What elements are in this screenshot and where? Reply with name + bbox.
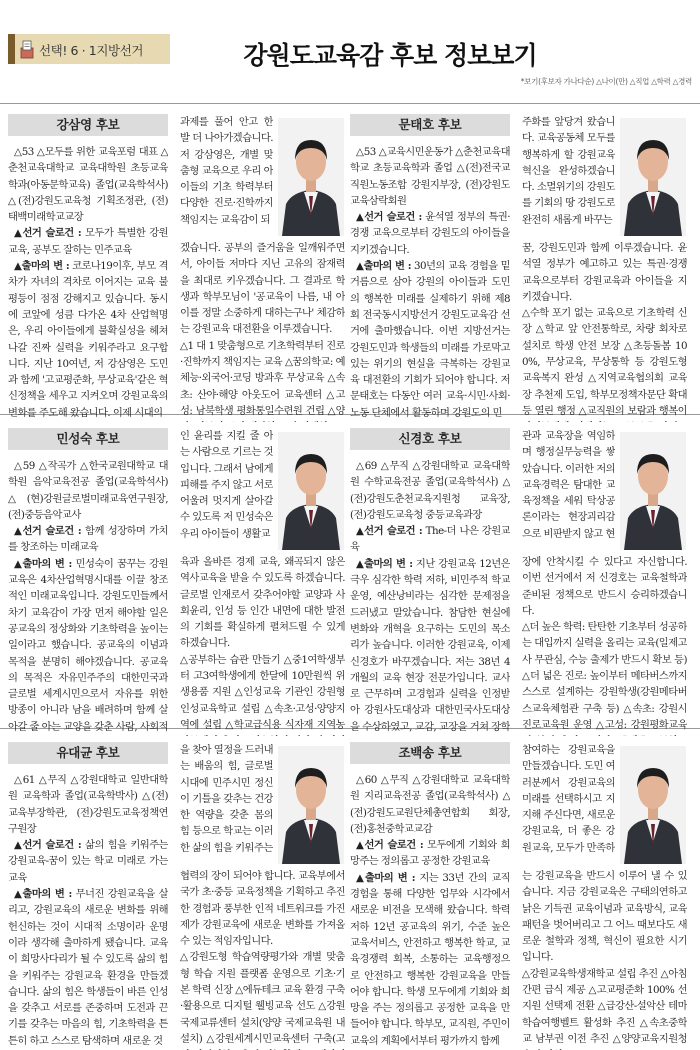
article-column-1 xyxy=(350,772,510,1050)
candidate-profile: △60 △무직 △강원대학교 교육대학원 지리교육전공 졸업(교육학석사) △(전)강원도교원단체총연합회 회장, (전)홍천중학교교감 xyxy=(350,774,510,835)
candidate-photo xyxy=(278,118,344,236)
article-column-2-bottom xyxy=(180,554,345,736)
article-column-2-bottom xyxy=(522,554,687,736)
continued-text: 겠습니다. 공부의 즐거움을 일깨워주면서, 아이들 저마다 지닌 고유의 잠재력을 최대로 키우겠습니다. 그 결과로 학생과 학부모님이 '공교육이 나름, 내 아이를 정말 소중하게 대하는구나' 체감하는 강원교육 대전환을 이루겠습니다. xyxy=(180,242,345,336)
candidate-article xyxy=(350,114,690,422)
continued-text: △공부하는 습관 만들기 △중1여학생부터 고3여학생에게 한달에 10만원씩 위생용품 지원 △인성교육 기관인 강원형인성교육학교 설립 △속초·고성·양양지역에 설립 △학교급식용 식자재 지역농 xyxy=(180,653,345,731)
continued-text: 는 강원교육을 반드시 이루어 낼 수 있습니다. 지금 강원교육은 구태의연하고 낡은 기득권 교육이념과 교육방식, 교육패턴을 벗어버리고 그 어느 때보다도 새로운 철학과 정책, 혁신이 필요한 시기입니다. xyxy=(522,870,687,964)
candidate-name-bar: 강삼영 후보 xyxy=(8,114,168,136)
continued-text: 주화를 앞당겨 왔습니다. 교육공동체 모두를 행복하게 할 강원교육 혁신을 완성하겠습니다. 소멸위기의 강원도를 기회의 땅 강원도로 완전히 새롭게 바꾸는 xyxy=(522,116,615,226)
candidate-profile: △59 △작곡가 △한국교원대학교 대학원 음악교육전공 졸업(교육학석사) △(현)강원글로벌미래교육연구원장, (전)중등음악교사 xyxy=(8,460,168,521)
candidate-motive: 코로나19이후, 부모 격차가 자녀의 격차로 이어지는 교육 불평등이 점점 강해지고 있습니다. 동시에 코앞에 성큼 다가온 4차 산업혁명은, 우리 아이들에게 불확실성을 헤쳐나갈 진짜 실력을 키워주라고 요구합니다. 지난 10여년, 저 강삼영은 도민과 함께 '고교평준화, 무상교육'같은 혁신정책을 세우고 지켜오며 강원교육의 변화를 주도해 왔습니다. 이제 시대의 xyxy=(8,260,168,419)
article-column-2-bottom xyxy=(180,868,345,1050)
candidate-article xyxy=(8,428,348,736)
continued-text: 협력의 장이 되어야 합니다. 교육부에서 국가 초·중등 교육정책을 기획하고 추진한 경험과 풍부한 인적 네트워크를 가진 제가 강원교육에 새로운 변화를 가져올 수 있는 적임자입니다. xyxy=(180,870,345,948)
candidate-photo xyxy=(278,746,344,864)
article-column-1 xyxy=(350,458,510,736)
continued-text: △강원교육학생재학교 설립 추진 △아침 간편 급식 제공 △고교평준화 100% 선지원 선택제 전환 △급강산-설악산 테마학습여행벨트 활성화 추진 △속초중학교 남부권 이전 추진 △양양교육지원청 xyxy=(522,967,687,1045)
candidate-photo xyxy=(620,746,686,864)
header-rule xyxy=(0,103,700,104)
continued-text: 육과 올바른 경제 교육, 왜곡되지 않은 역사교육을 받을 수 있도록 하겠습니다. 글로벌 인재로서 갖추어야할 교양과 사회윤리, 인성 등 인간 내면에 대한 발전의 기회를 확실하게 펼쳐드릴 수 있게 하겠습니다. xyxy=(180,556,345,650)
candidate-article xyxy=(8,114,348,422)
candidate-profile: △69 △무직 △강원대학교 교육대학원 수학교육전공 졸업(교육학석사) △(전)강원도춘천교육지원청 교육장, (전)강원도교육청 중등교육과장 xyxy=(350,460,510,521)
continued-text: 관과 교육장을 역임하며 행정실무능력을 쌓았습니다. 이러한 저의 교육경력은 탐대한 교육정책을 세워 탁상공론이라는 현장괴리감으로 비판받지 않고 현 xyxy=(522,430,615,540)
article-column-2-bottom xyxy=(180,240,345,422)
candidate-article xyxy=(350,742,690,1050)
continued-text: △1 대 1 맞춤형으로 기초학력부터 진로·진학까지 책임지는 교육 △꿈의학교: 예체능·외국어·코딩 방과후 무상교육 △속초: 산야·해양 아웃도어 교육센터 △고성: 남북학생 평화통일수련원 건립 △양 xyxy=(180,339,345,417)
candidate-motive: 30년의 교육 경험을 밑거름으로 삼아 강원의 아이들과 도민의 행복한 미래를 실제하기 위해 제8회 전국동시지방선거 강원도교육감 선거에 출마했습니다. 이번 지방선거는 강원도민과 학생들의 미래를 가로막고 있는 위기의 현실을 극복하는 강원교육 대전환의 기회가 되어야 합니다. 저 문태호는 다동안 여러 교육·시민·사회·노동 단체에서 활동하며 강원도의 민 xyxy=(350,260,510,419)
continued-text: 을 찾아 열정을 드러내는 배움의 힘, 글로벌 시대에 민주시민 정신이 기틀을 갖추는 건강한 역량을 갖춘 몸의 힘 등으로 학교는 이러한 삶의 힘을 키워주는 xyxy=(180,744,273,854)
candidate-name-bar: 신경호 후보 xyxy=(350,428,510,450)
candidate-motive: 무너진 강원교육을 살리고, 강원교육의 새로운 변화를 위해 헌신하는 것이 시대적 소명이라 운명이라 생각해 출마하게 됐습니다. 교육이 희망사다리가 될 수 있도록 삶의 힘을 키워주는 강원교육 환경을 만들겠습니다. 삶의 힘은 학생들이 바른 인성을 갖추고 서로를 존중하며 도전과 끈기를 갖추는 마음의 힘, 기초학력을 튼튼히 하고 스스로 탐색하며 새로운 것 xyxy=(8,888,168,1047)
slogan-label: ▲선거 슬로건 : xyxy=(356,211,422,224)
legend-note: *보기(후보자 가나다순) △나이(만) △직업 △학력 △경력 xyxy=(520,77,692,86)
candidate-slogan: 윤석열 정부의 특권·경쟁 교육으로부터 강원도의 아이들을 지키겠습니다. xyxy=(350,211,510,256)
continued-text: △더 높은 학력: 탄탄한 기초부터 성공하는 대입까지 실력을 올리는 교육(일제고사 무관심, 수능 출제가 반드시 확보 등) △더 넓은 진로: 높이부터 메타버스까지 스스로 설계하는 강원학생(강원메타버스교육체험관 구축 등) △속초: 강원시진로교육원 운영 △고성: 강원평화교육 xyxy=(522,621,687,731)
candidate-photo xyxy=(278,432,344,550)
candidate-slogan: 함께 성장하며 가치를 창조하는 미래교육 xyxy=(8,525,168,554)
candidate-slogan: 모두가 특별한 강원교육, 공부도 잘하는 민주교육 xyxy=(8,227,168,256)
candidate-profile: △53 △교육시민운동가 △춘천교육대학교 초등교육학과 졸업 △(전)전국교직원노동조합 강원지부장, (전)강원도교육삼락회원 xyxy=(350,146,510,207)
article-column-2-top xyxy=(522,428,615,554)
motive-label: ▲출마의 변 : xyxy=(14,260,70,273)
slogan-label: ▲선거 슬로건 : xyxy=(14,227,82,240)
candidate-name-bar: 문태호 후보 xyxy=(350,114,510,136)
candidate-motive: 민성숙이 꿈꾸는 강원교육은 4차산업혁명시대를 이끌 창조적인 미래교육입니다. 강원도민들께서 차기 교육감이 가장 먼저 해야할 일은 공교육의 정상화와 기초학력을 높이는 일이라고 했습니다. 공교육의 이념과 목적을 분명히 해야겠습니다. 공교육의 목적은 자유민주주의 대한민국과 글로벌 세계시민으로서 자유를 위한 방종이 아니라 남을 배려하며 함께 살아갈 줄 아는 교양을 갖춘 사람, 사회적 xyxy=(8,557,168,733)
candidate-name-bar: 민성숙 후보 xyxy=(8,428,168,450)
continued-text: 참여하는 강원교육을 만들겠습니다. 도민 여러분께서 강원교육의 미래를 선택하시고 지지해 주신다면, 새로운 강원교육, 더 좋은 강원교육, 모두가 만족하 xyxy=(522,744,615,854)
article-column-2-bottom xyxy=(522,240,687,422)
candidate-slogan: 모두에게 기회와 희망주는 정의롭고 공정한 강원교육 xyxy=(350,839,510,868)
candidate-name-bar: 조백송 후보 xyxy=(350,742,510,764)
article-column-1 xyxy=(350,144,510,422)
article-column-2-top xyxy=(522,742,615,868)
continued-text: △강원도형 학습역량평가와 개별 맞춤형 학습 지원 플랫폼 운영으로 기초·기본 학력 신장 △에듀테크 교육 환경 구축·활용으로 디지털 웰빙교육 선도 △강원국제교류센터 설치(양양 국제교육원 내 설치) △강원세계시민교육센터 구축(고 xyxy=(180,951,345,1045)
candidate-article xyxy=(8,742,348,1050)
page-title: 강원도교육감 후보 정보보기 xyxy=(243,41,537,70)
section-tag-label: 선택! 6 · 1지방선거 xyxy=(39,43,144,58)
candidate-photo xyxy=(620,118,686,236)
motive-label: ▲출마의 변 : xyxy=(14,888,72,901)
continued-text: △수학 포기 없는 교육으로 기초학력 신장 △학교 앞 안전통학로, 차량 회차로 설치로 학생 안전 보장 △초등돌봄 100%, 무상교육, 무상통학 등 강원도형 교육복지 완성 △지역교육협의회 교육장 추천제 도입, 학부모정책자문단 확대 등 열린 행정 △교직원의 보람과 행복이 xyxy=(522,307,687,417)
slogan-label: ▲선거 슬로건 : xyxy=(14,525,82,538)
motive-label: ▲출마의 변 : xyxy=(356,557,413,570)
continued-text: 과제를 풀어 안고 한 발 더 나아가겠습니다. 저 강삼영은, 개별 맞춤형 교육으로 우리 아이들의 기초 학력부터 다양한 진로·진학까지 책임지는 교육감이 되 xyxy=(180,116,273,226)
slogan-label: ▲선거 슬로건 : xyxy=(356,525,423,538)
candidate-motive: 지는 33년 간의 교직 경험을 통해 다양한 업무와 시각에서 새로운 비전을 모색해 왔습니다. 학력저하 12년 공교육의 위기, 수준 높은 교육서비스, 안전하고 행복한 학교, 교육경쟁력 회복, 소통하는 교육행정으로 안전하고 행복한 강원교육을 만들어야 합니다. 학생 모두에게 기회와 희망을 주는 정의롭고 공정한 교육을 만들어야 합니다. 학부모, 교직원, 주민이 교육의 계획에서부터 평가까지 함께 xyxy=(350,871,510,1047)
slogan-label: ▲선거 슬로건 : xyxy=(14,839,82,852)
article-column-1 xyxy=(8,458,168,736)
candidate-motive: 지난 강원교육 12년은 극우 심각한 학력 저하, 비민주적 학교 운영, 예산낭비라는 심각한 문제점을 드러냈고 말았습니다. 참담한 현실에 변화와 개혁을 요구하는 도민의 목소리가 높습니다. 이러한 강원교육, 이제 신경호가 바꾸겠습니다. 저는 38년 4개월의 교육 현장 전문가입니다. 교사로 근무하며 고경험과 실력을 인정받아 강원사도대상과 대한민국사도대상을 수상하였고, 교감, 교장을 거쳐 장학 xyxy=(350,557,510,733)
article-column-2-bottom xyxy=(522,868,687,1050)
motive-label: ▲출마의 변 : xyxy=(14,557,72,570)
candidate-slogan: 삶의 힘을 키워주는 강원교육-꿈이 있는 학교 미래로 가는 교육 xyxy=(8,839,168,884)
continued-text: 꿈, 강원도민과 함께 이루겠습니다. 윤석열 정부가 예고하고 있는 특권·경쟁 교육으로부터 강원교육과 아이들을 지키겠습니다. xyxy=(522,242,687,303)
motive-label: ▲출마의 변 : xyxy=(356,260,411,273)
motive-label: ▲출마의 변 : xyxy=(356,871,416,884)
candidate-slogan: The-더 나은 강원교육 xyxy=(350,525,510,554)
article-column-2-top xyxy=(180,114,273,240)
article-column-2-top xyxy=(180,742,273,868)
candidate-article xyxy=(350,428,690,736)
slogan-label: ▲선거 슬로건 : xyxy=(356,839,424,852)
continued-text: 인 윤리를 지킬 줄 아는 사람으로 기르는 것입니다. 그래서 남에게 피해를 주지 않고 서로 어울려 멋지게 살아갈 수 있도록 저 민성숙은 우리 아이들이 생활교 xyxy=(180,430,273,540)
article-column-1 xyxy=(8,144,168,422)
candidate-photo xyxy=(620,432,686,550)
candidate-profile: △61 △무직 △강원대학교 일반대학원 교육학과 졸업(교육학박사) △(전)교육부장학관, (전)강원도교육정책연구원장 xyxy=(8,774,168,835)
continued-text: 장에 안착시킬 수 있다고 자신합니다. 이번 선거에서 저 신경호는 교육철학과 준비된 정책으로 반드시 승리하겠습니다. xyxy=(522,556,687,617)
article-column-2-top xyxy=(180,428,273,554)
candidate-profile: △53 △모두를 위한 교육포럼 대표 △춘천교육대학교 교육대학원 초등교육학과(아동문학교육) 졸업(교육학석사) △(전)강원도교육청 기획조정관, (전)태백미래학교교장 xyxy=(8,146,168,224)
article-column-2-top xyxy=(522,114,615,240)
candidate-name-bar: 유대균 후보 xyxy=(8,742,168,764)
article-column-1 xyxy=(8,772,168,1050)
